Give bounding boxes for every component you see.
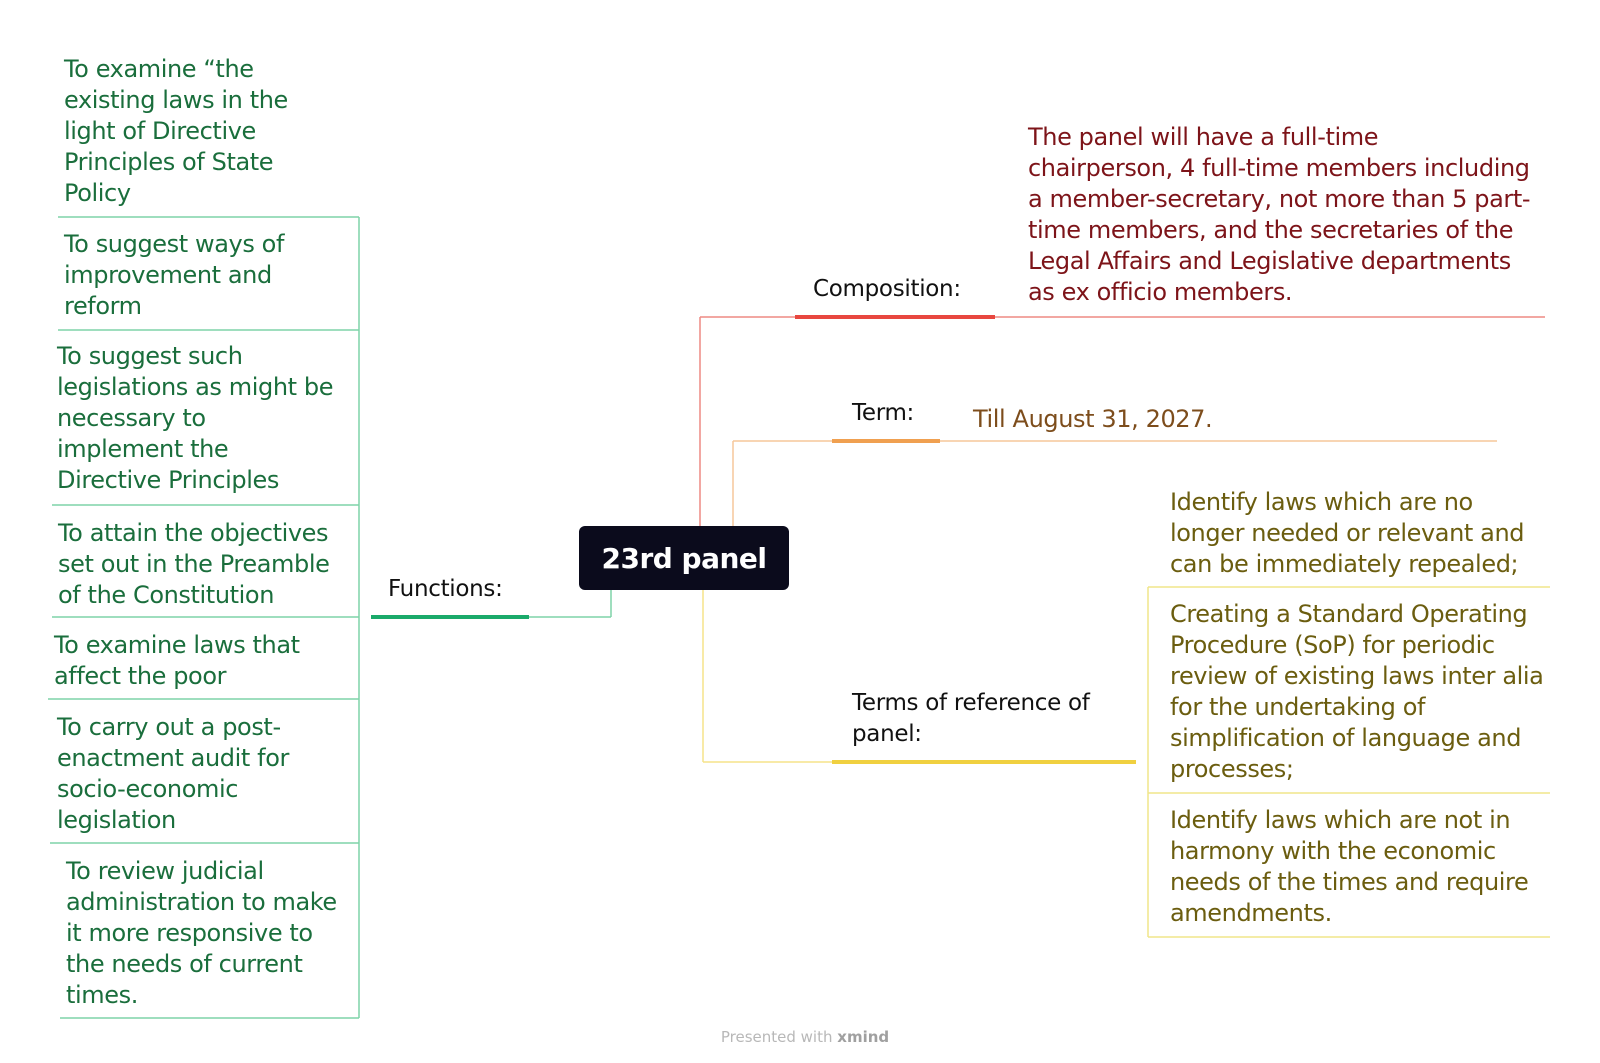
functions-item-3[interactable]: To suggest such legislations as might be necessary to implement the Directive Principles <box>57 342 334 494</box>
tor-item-2[interactable]: Creating a Standard Operating Procedure (SoP) for periodic review of existing laws inter alia for the undertaking of simplification of language and processes; <box>1170 600 1544 783</box>
term-item[interactable]: Till August 31, 2027. <box>973 405 1213 433</box>
terms-of-reference-label[interactable]: Terms of reference of panel: <box>852 690 1090 747</box>
tor-item-1[interactable]: Identify laws which are no longer needed or relevant and can be immediately repealed; <box>1170 488 1525 578</box>
central-topic[interactable]: 23rd panel <box>579 526 789 590</box>
tor-item-3[interactable]: Identify laws which are not in harmony with the economic needs of the times and require amendments. <box>1170 806 1529 927</box>
functions-item-6[interactable]: To carry out a post- enactment audit for socio-economic legislation <box>57 713 289 834</box>
functions-item-2[interactable]: To suggest ways of improvement and reform <box>64 230 284 320</box>
composition-item[interactable]: The panel will have a full-time chairperson, 4 full-time members including a member-secretary, not more than 5 part- time members, and the secretaries of the Legal Affairs and Legislative departments as ex officio members. <box>1028 123 1531 306</box>
functions-label[interactable]: Functions: <box>388 576 503 602</box>
footer-prefix: Presented with <box>720 1028 833 1046</box>
functions-item-4[interactable]: To attain the objectives set out in the Preamble of the Constitution <box>58 519 330 609</box>
functions-item-7[interactable]: To review judicial administration to make it more responsive to the needs of current times. <box>66 857 337 1009</box>
term-label[interactable]: Term: <box>852 400 914 426</box>
xmind-logo: xmind <box>837 1028 890 1046</box>
functions-item-1[interactable]: To examine “the existing laws in the light of Directive Principles of State Policy <box>64 55 288 207</box>
footer-credit <box>0 1028 1600 1046</box>
functions-item-5[interactable]: To examine laws that affect the poor <box>54 631 300 690</box>
composition-label[interactable]: Composition: <box>813 276 961 302</box>
